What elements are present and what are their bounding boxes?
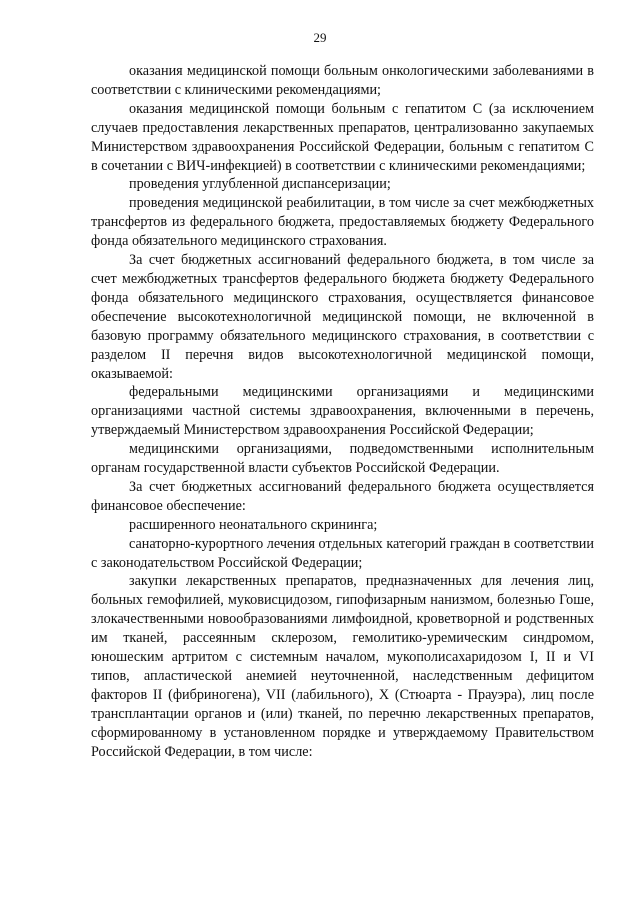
paragraph: За счет бюджетных ассигнований федерального бюджета, в том числе за счет межбюджетных трансфертов федерального бюджета бюджету Федерального фонда обязательного медицинского страхования, осуществляется финансовое обеспечение высокотехнологичной медицинской помощи, не включенной в базовую программу обязательного медицинского страхования, в соответствии с разделом II перечня видов высокотехнологичной медицинской помощи, оказываемой: [91,252,594,382]
paragraph: оказания медицинской помощи больным с гепатитом С (за исключением случаев предоставления лекарственных препаратов, централизованно закупаемых Министерством здравоохранения Российской Федерации, больным с гепатитом С в сочетании с ВИЧ-инфекцией) в соответствии с клиническими рекомендациями; [91,100,594,174]
page-number: 29 [313,30,327,45]
paragraph: медицинскими организациями, подведомственными исполнительным органам государственной власти субъектов Российской Федерации. [91,441,594,477]
paragraph: санаторно-курортного лечения отдельных категорий граждан в соответствии с законодательством Российской Федерации; [91,535,594,571]
paragraph: расширенного неонатального скрининга; [129,516,378,533]
paragraph: федеральными медицинскими организациями и медицинскими организациями частной системы здравоохранения, включенными в перечень, утверждаемый Министерством здравоохранения Российской Федерации; [91,384,594,439]
paragraph: оказания медицинской помощи больным онкологическими заболеваниями в соответствии с клиническими рекомендациями; [91,63,594,98]
paragraph: закупки лекарственных препаратов, предназначенных для лечения лиц, больных гемофилией, муковисцидозом, гипофизарным нанизмом, болезнью Гоше, злокачественными новообразованиями лимфоидной, кроветворной и родственных им тканей, рассеянным склерозом, гемолитико-уремическим синдромом, юношеским артритом с системным началом, мукополисахаридозом I, II и VI типов, апластической анемией неуточненной, наследственным дефицитом факторов II (фибриногена), VII (лабильного), X (Стюарта - Прауэра), лиц после трансплантации органов и (или) тканей, по перечню лекарственных препаратов, сформированному в установленном порядке и утверждаемому Правительством Российской Федерации, в том числе: [91,573,594,760]
paragraph: За счет бюджетных ассигнований федерального бюджета осуществляется финансовое обеспечение: [91,478,594,514]
paragraph: проведения углубленной диспансеризации; [129,176,391,193]
document-body [91,62,594,762]
paragraph: проведения медицинской реабилитации, в том числе за счет межбюджетных трансфертов из федерального бюджета, предоставляемых бюджету Федерального фонда обязательного медицинского страхования. [91,195,594,250]
